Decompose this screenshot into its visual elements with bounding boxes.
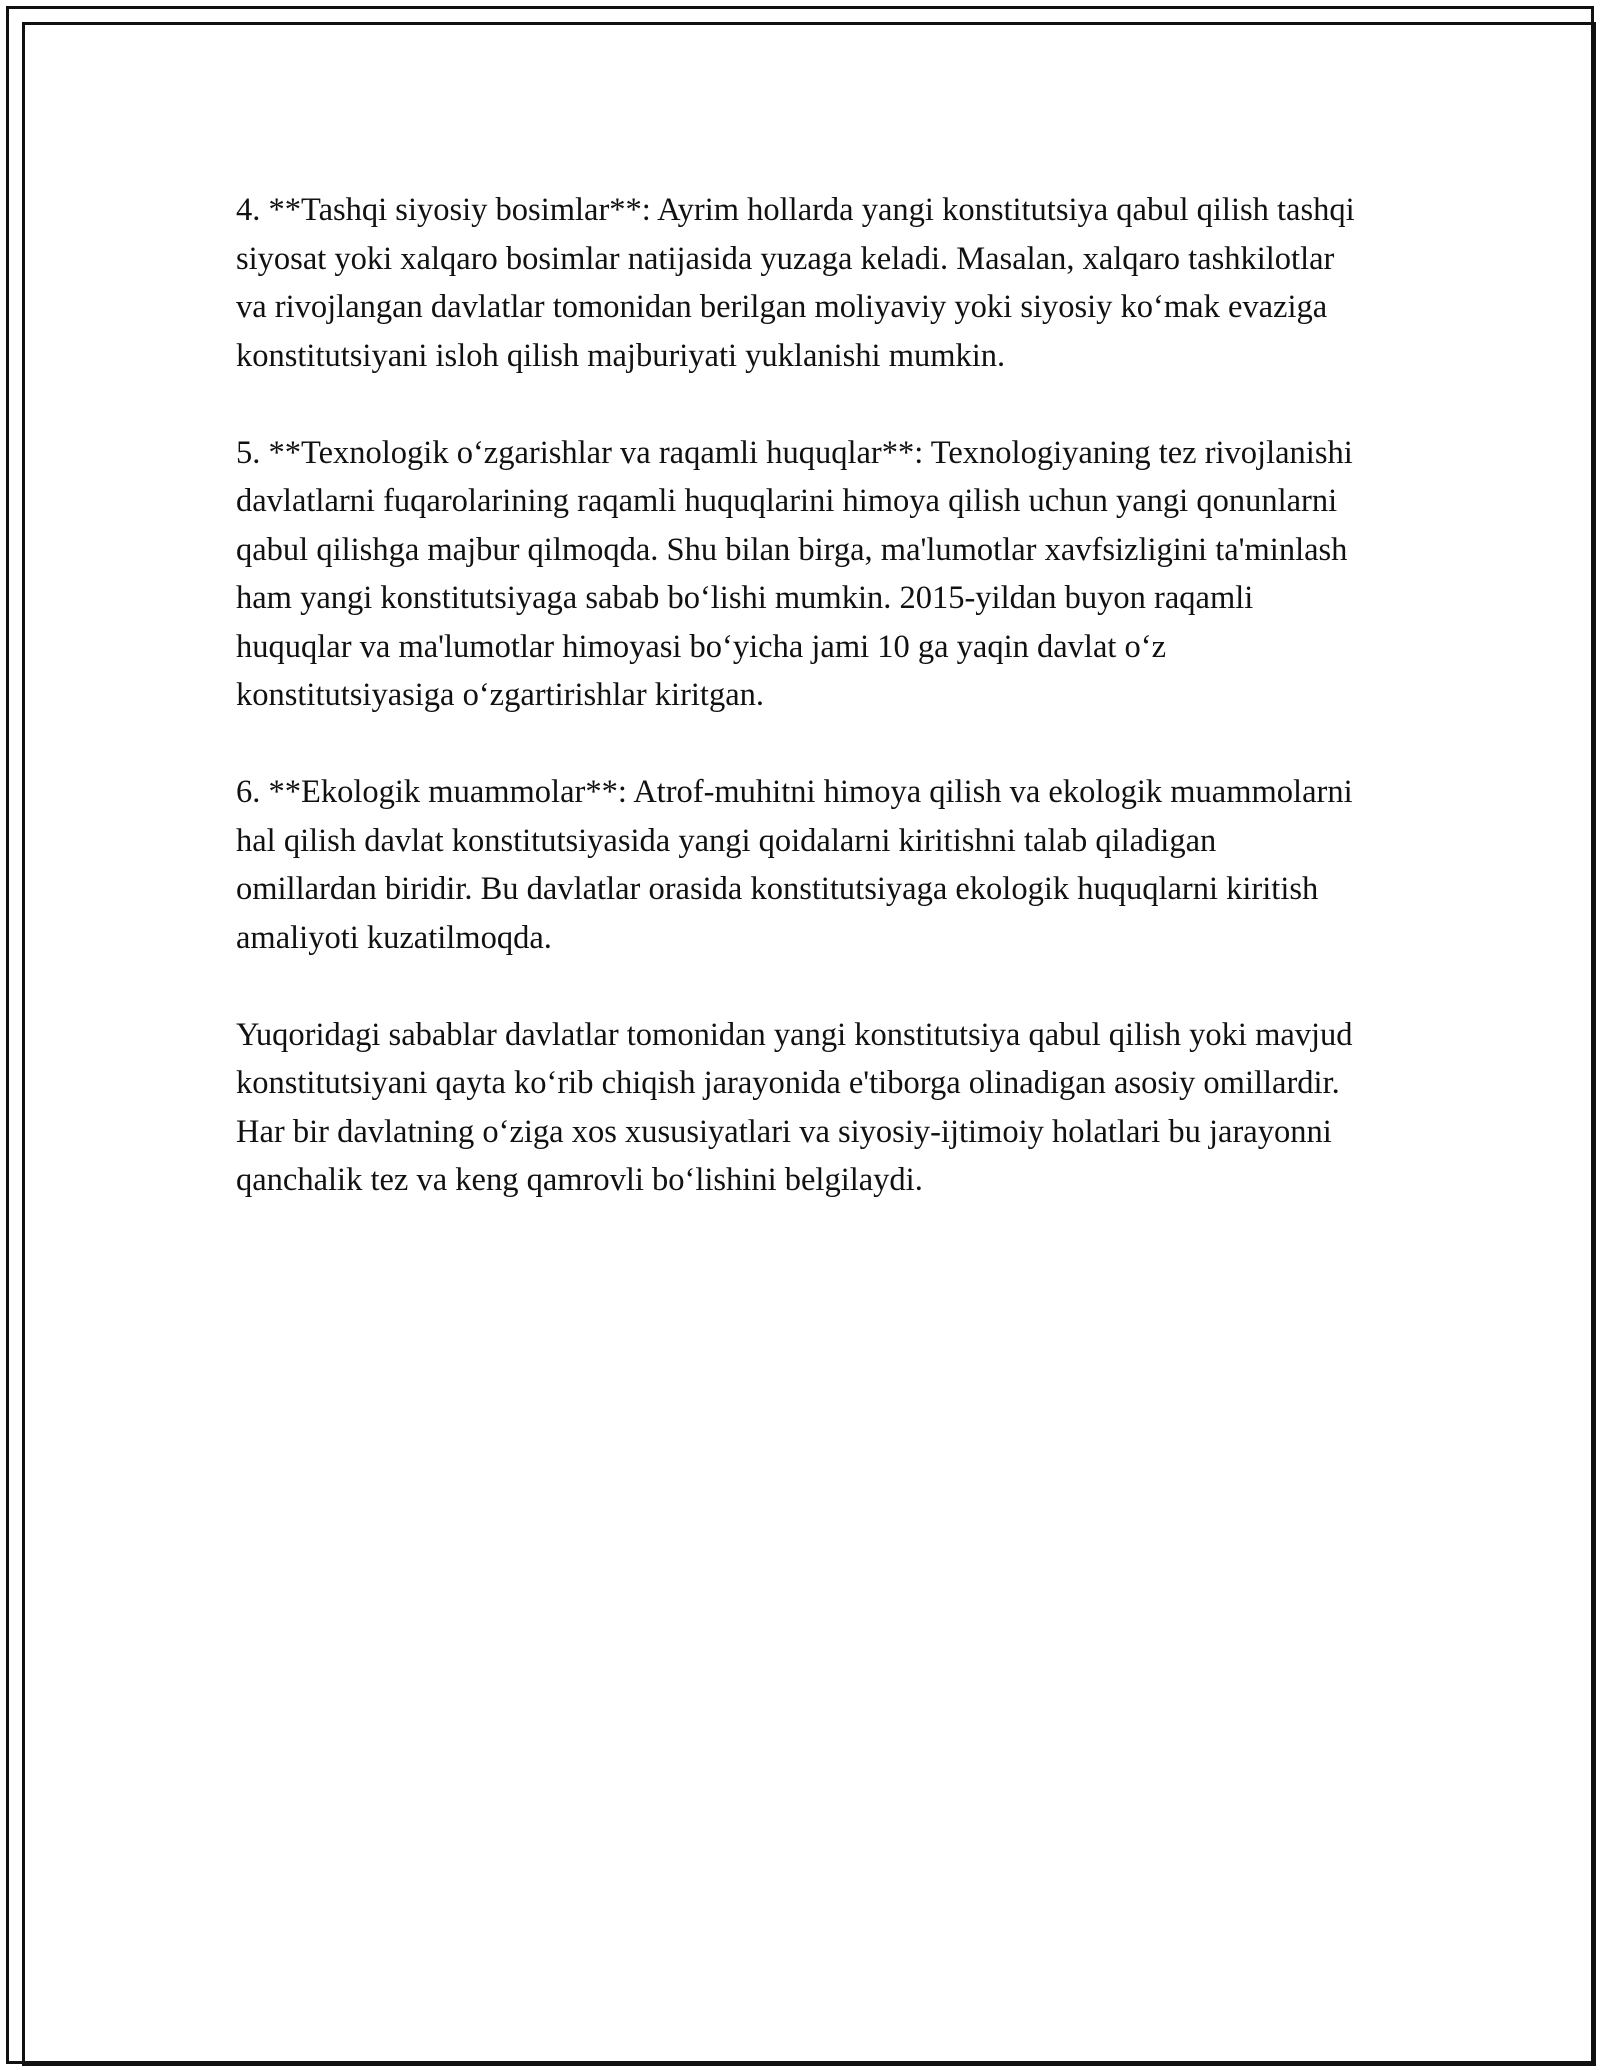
document-body <box>236 186 1356 1253</box>
paragraph-digital-rights: 5. **Texnologik oʻzgarishlar va raqamli huquqlar**: Texnologiyaning tez rivojlanishi davlatlarni fuqarolarining raqamli huquqlarini himoya qilish uchun yangi qonunlarni qabul qilishga majbur qilmoqda. Shu bilan birga, ma'lumotlar xavfsizligini ta'minlash ham yangi konstitutsiyaga sabab boʻlishi mumkin. 2015-yildan buyon raqamli huquqlar va ma'lumotlar himoyasi boʻyicha jami 10 ga yaqin davlat oʻz konstitutsiyasiga oʻzgartirishlar kiritgan. <box>236 434 1353 713</box>
paragraph-ecological-problems: 6. **Ekologik muammolar**: Atrof-muhitni himoya qilish va ekologik muammolarni hal qilish davlat konstitutsiyasida yangi qoidalarni kiritishni talab qiladigan omillardan biridir. Bu davlatlar orasida konstitutsiyaga ekologik huquqlarni kiritish amaliyoti kuzatilmoqda. <box>236 774 1353 956</box>
paragraph-external-pressures: 4. **Tashqi siyosiy bosimlar**: Ayrim hollarda yangi konstitutsiya qabul qilish tashqi siyosat yoki xalqaro bosimlar natijasida yuzaga keladi. Masalan, xalqaro tashkilotlar va rivojlangan davlatlar tomonidan berilgan moliyaviy yoki siyosiy koʻmak evaziga konstitutsiyani isloh qilish majburiyati yuklanishi mumkin. <box>236 192 1355 374</box>
paragraph-conclusion: Yuqoridagi sabablar davlatlar tomonidan yangi konstitutsiya qabul qilish yoki mavjud konstitutsiyani qayta koʻrib chiqish jarayonida e'tiborga olinadigan asosiy omillardir. Har bir davlatning oʻziga xos xususiyatlari va siyosiy-ijtimoiy holatlari bu jarayonni qanchalik tez va keng qamrovli boʻlishini belgilaydi. <box>236 1016 1353 1198</box>
